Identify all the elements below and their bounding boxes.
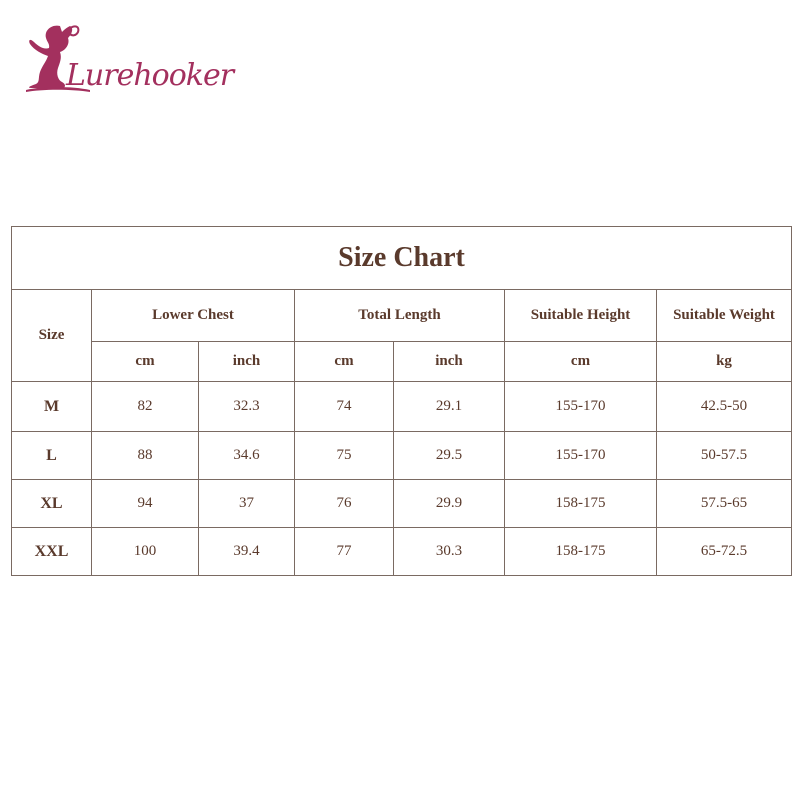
unit-header: cm	[295, 342, 394, 382]
table-cell: 94	[92, 480, 199, 528]
table-row	[12, 480, 792, 528]
table-cell: 76	[295, 480, 394, 528]
size-cell: M	[12, 382, 92, 432]
table-cell: 57.5-65	[657, 480, 792, 528]
table-row	[12, 382, 792, 432]
table-title: Size Chart	[12, 227, 792, 290]
table-cell: 39.4	[199, 528, 295, 576]
unit-header: kg	[657, 342, 792, 382]
group-header-total-length: Total Length	[295, 290, 505, 342]
size-cell: L	[12, 432, 92, 480]
group-header-suitable-height: Suitable Height	[505, 290, 657, 342]
table-cell: 158-175	[505, 480, 657, 528]
table-cell: 155-170	[505, 432, 657, 480]
table-cell: 50-57.5	[657, 432, 792, 480]
brand-logo	[22, 22, 234, 94]
size-cell: XL	[12, 480, 92, 528]
group-header-suitable-weight: Suitable Weight	[657, 290, 792, 342]
table-cell: 29.5	[394, 432, 505, 480]
table-cell: 34.6	[199, 432, 295, 480]
table-cell: 158-175	[505, 528, 657, 576]
table-cell: 82	[92, 382, 199, 432]
brand-name: Lurehooker	[66, 58, 234, 93]
table-cell: 29.1	[394, 382, 505, 432]
group-header-lower-chest: Lower Chest	[92, 290, 295, 342]
table-cell: 100	[92, 528, 199, 576]
size-header: Size	[12, 290, 92, 382]
unit-header: inch	[394, 342, 505, 382]
table-cell: 74	[295, 382, 394, 432]
table-cell: 37	[199, 480, 295, 528]
size-cell: XXL	[12, 528, 92, 576]
table-row	[12, 432, 792, 480]
unit-header: cm	[505, 342, 657, 382]
table-cell: 65-72.5	[657, 528, 792, 576]
table-cell: 29.9	[394, 480, 505, 528]
table-cell: 77	[295, 528, 394, 576]
table-cell: 42.5-50	[657, 382, 792, 432]
unit-header: inch	[199, 342, 295, 382]
table-cell: 32.3	[199, 382, 295, 432]
table-cell: 30.3	[394, 528, 505, 576]
table-cell: 155-170	[505, 382, 657, 432]
table-cell: 88	[92, 432, 199, 480]
table-row	[12, 528, 792, 576]
table-cell: 75	[295, 432, 394, 480]
unit-header: cm	[92, 342, 199, 382]
size-chart-table	[11, 226, 792, 576]
